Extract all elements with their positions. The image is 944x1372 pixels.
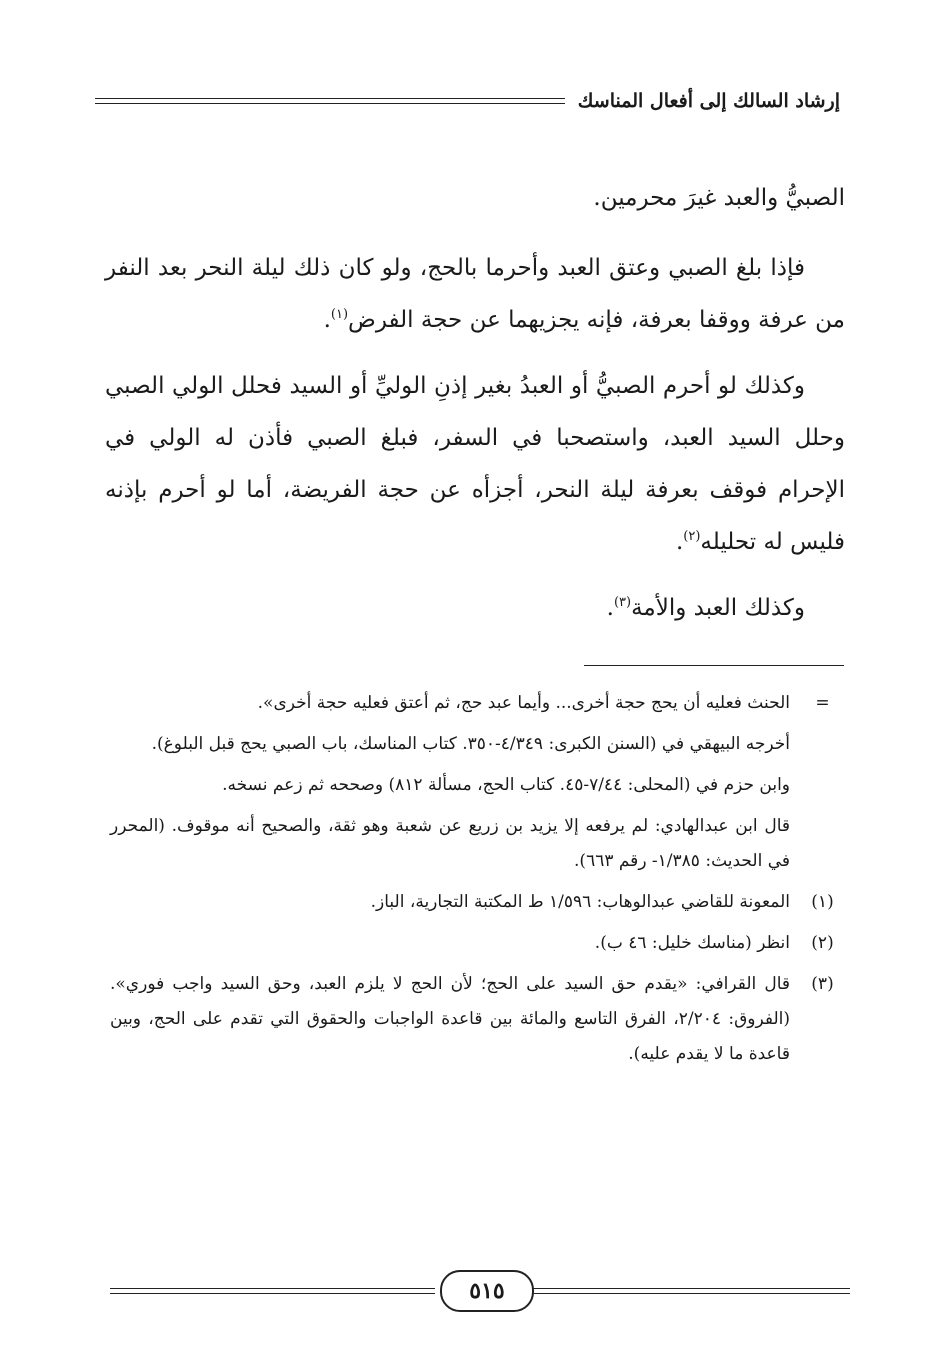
footnote-text: الحنث فعليه أن يحج حجة أخرى... وأيما عبد حج، ثم أعتق فعليه حجة أخرى». <box>257 693 790 713</box>
paragraph-3-text: وكذلك لو أحرم الصبيُّ أو العبدُ بغير إذنِ الوليِّ أو السيد فحلل الولي الصبي وحلل السيد العبد، واستصحبا في السفر، فبلغ الصبي فأذن له الولي في الإحرام فوقف بعرفة ليلة النحر، أجزأه عن حجة الفريضة، أما لو أحرم بإذنه فليس له تحليله <box>105 373 845 555</box>
footnote-continuation <box>110 727 845 762</box>
footnote-continuation <box>110 686 845 721</box>
paragraph-2 <box>105 242 845 346</box>
footnote-mark: = <box>815 693 830 713</box>
footnote-separator <box>584 665 844 666</box>
footnote-text: المعونة للقاضي عبدالوهاب: ١/٥٩٦ ط المكتبة التجارية، الباز. <box>370 892 790 912</box>
footnote-ref-3[interactable]: (٣) <box>613 595 632 610</box>
header-rule <box>95 98 565 99</box>
paragraph-2-end: . <box>323 307 331 333</box>
footnote-mark: (٣) <box>811 974 834 994</box>
footnote-text: قال ابن عبدالهادي: لم يرفعه إلا يزيد بن زريع عن شعبة وهو ثقة، والصحيح أنه موقوف. (المحرر في الحديث: ١/٣٨٥- رقم ٦٦٣). <box>110 816 790 871</box>
header-rule-secondary <box>95 103 565 104</box>
paragraph-2-text: فإذا بلغ الصبي وعتق العبد وأحرما بالحج، ولو كان ذلك ليلة النحر بعد النفر من عرفة ووقفا بعرفة، فإنه يجزيهما عن حجة الفرض <box>105 255 845 333</box>
paragraph-1 <box>105 172 845 224</box>
footnote-ref-2[interactable]: (٢) <box>683 529 701 544</box>
paragraph-3 <box>105 360 845 568</box>
paragraph-4-text: وكذلك العبد والأمة <box>631 595 805 621</box>
running-header <box>95 88 840 118</box>
footnote-mark: (٢) <box>811 933 834 953</box>
footnote-text: وابن حزم في (المحلى: ٧/٤٤-٤٥. كتاب الحج، مسألة ٨١٢) وصححه ثم زعم نسخه. <box>222 775 790 795</box>
book-title: إرشاد السالك إلى أفعال المناسك <box>577 90 840 112</box>
paragraph-4-end: . <box>606 595 614 621</box>
paragraph-4 <box>105 582 845 634</box>
footnote-text: أخرجه البيهقي في (السنن الكبرى: ٤/٣٤٩-٣٥٠. كتاب المناسك، باب الصبي يحج قبل البلوغ). <box>151 734 790 754</box>
main-text <box>105 172 845 648</box>
page-number: ٥١٥ <box>440 1270 534 1312</box>
footnote-continuation <box>110 809 845 879</box>
footnotes <box>110 686 845 1078</box>
footer-rule <box>110 1288 435 1289</box>
footnote-2 <box>110 926 845 961</box>
footer-rule <box>110 1293 435 1294</box>
footnote-mark: (١) <box>811 892 834 912</box>
footnote-text: انظر (مناسك خليل: ٤٦ ب). <box>594 933 790 953</box>
paragraph-1-text: الصبيُّ والعبد غيرَ محرمين. <box>593 185 845 211</box>
footnote-ref-1[interactable]: (١) <box>330 307 349 322</box>
footnote-3 <box>110 967 845 1072</box>
paragraph-3-end: . <box>675 529 684 555</box>
page-footer <box>110 1268 850 1312</box>
footnote-text: قال القرافي: «يقدم حق السيد على الحج؛ لأن الحج لا يلزم العبد، وحق السيد واجب فوري». (الفروق: ٢/٢٠٤، الفرق التاسع والمائة بين قاعدة الواجبات والحقوق التي تقدم على الحج، وبين قاعدة ما لا يقدم عليه). <box>110 974 790 1064</box>
footer-rule <box>532 1293 850 1294</box>
footer-rule <box>532 1288 850 1289</box>
footnote-1 <box>110 885 845 920</box>
footnote-continuation <box>110 768 845 803</box>
